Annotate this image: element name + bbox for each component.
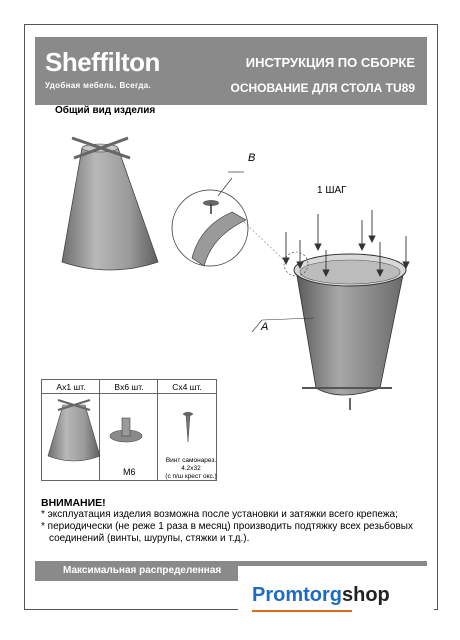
brand-name (252, 584, 390, 607)
callout-a-label: A (261, 321, 269, 333)
general-view-cone (62, 138, 158, 270)
warning-title: ВНИМАНИЕ! (41, 497, 106, 509)
footer-text: Максимальная распределенная (63, 565, 222, 576)
brand-part1: Promtorg (252, 584, 342, 606)
brand-watermark (238, 566, 434, 624)
detail-b-view (172, 172, 286, 266)
brand-slogan: Удобная мебель. Всегда. (45, 81, 152, 90)
step-label: 1 ШАГ (317, 185, 347, 196)
part-a-header: Ax1 шт. (42, 380, 100, 394)
part-c-thumbnail (183, 412, 193, 442)
part-b-header: Bx6 шт. (100, 380, 158, 394)
step1-cone (284, 252, 406, 410)
page-title: ИНСТРУКЦИЯ ПО СБОРКЕ (245, 55, 415, 70)
part-c-caption-line: (с п/ш крест окс.) (165, 473, 217, 480)
general-view-label: Общий вид изделия (55, 105, 156, 116)
brand-part2: shop (342, 584, 390, 606)
part-c-header: Cx4 шт. (158, 380, 216, 394)
part-c-caption-line: 4.2x32 (181, 465, 201, 472)
callout-a-leader (252, 320, 262, 332)
page-subtitle: ОСНОВАНИЕ ДЛЯ СТОЛА TU89 (230, 81, 415, 95)
callout-b-label: B (248, 152, 256, 164)
brand-underline (252, 610, 352, 612)
part-a-thumbnail (48, 400, 100, 461)
part-b-caption: M6 (123, 467, 136, 477)
part-b-thumbnail (110, 418, 142, 442)
brand-logo: Sheffilton (45, 47, 160, 77)
warning-line: * эксплуатация изделия возможна после установки и затяжки всего крепежа; (41, 509, 398, 520)
warning-line: * периодически (не реже 1 раза в месяц) производить подтяжку всех резьбовых (41, 521, 413, 532)
warning-line: соединений (винты, шурупы, стяжки и т.д.). (49, 533, 250, 544)
part-c-caption-line: Винт самонарез. (165, 457, 217, 464)
